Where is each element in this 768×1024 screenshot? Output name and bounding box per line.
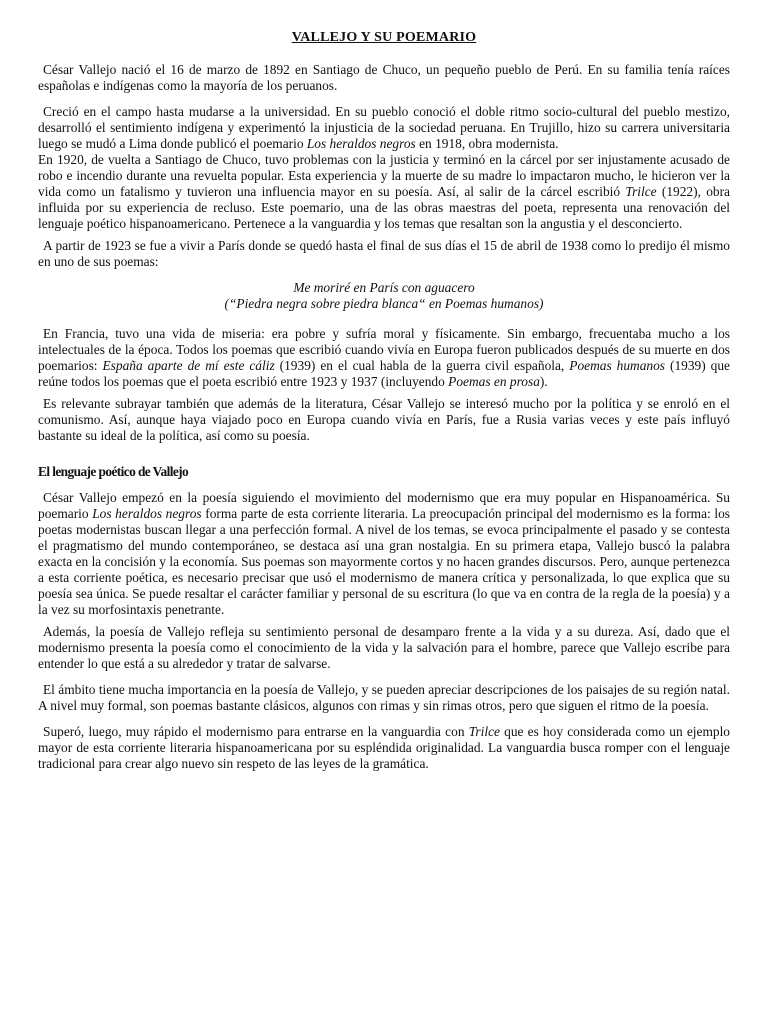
work-title: España aparte de mí este cáliz <box>102 358 275 373</box>
poem-quote-line: Me moriré en París con aguacero <box>293 280 475 295</box>
poem-quote-source: (“Piedra negra sobre piedra blanca“ en Poemas humanos) <box>224 296 544 311</box>
paragraph-prison: En 1920, de vuelta a Santiago de Chuco, tuvo problemas con la justicia y terminó en la cárcel por ser injustamente acusado de robo e incendio durante una revuelta popular. Esta experiencia y la muerte de su madre lo impactaron mucho, le hicieron ver la vida como un fatalismo y tuvieron una influencia mayor en su poesía. Así, al salir de la cárcel escribió Trilce (1922), obra influida por su experiencia de recluso. Este poemario, una de las obras maestras del poeta, representa una renovación del lenguaje poético hispanoamericano. Pertenece a la vanguardia y los temas que resaltan son la angustia y el desconcierto. <box>38 152 731 231</box>
work-title: Trilce <box>468 724 500 739</box>
work-title: Trilce <box>625 184 657 199</box>
work-title: Poemas en prosa <box>448 374 540 389</box>
work-title: Los heraldos negros <box>92 506 202 521</box>
work-title: Los heraldos negros <box>306 136 416 151</box>
document-title: VALLEJO Y SU POEMARIO <box>291 30 477 45</box>
paragraph-modernism: César Vallejo empezó en la poesía siguiendo el movimiento del modernismo que era muy popular en Hispanoamérica. Su poemario Los heraldos negros forma parte de esta corriente literaria. La preocupación principal del modernismo es la forma: los poetas modernistas buscan llegar a una perfección formal. A nivel de los temas, se evoca principalmente el pasado y se contesta el pragmatismo del mundo contemporáneo, se destaca así una gran nostalgia. En su primera etapa, Vallejo buscó la palabra exacta en la concisión y la economía. Sus poemas son mayormente cortos y no hacen grandes discursos. Pero, aunque pertenezca a esta corriente poética, es necesario precisar que usó el modernismo de manera crítica y personalizada, lo que explica que su poesía sea única. Se puede resaltar el carácter familiar y personal de su escritura (lo que va en contra de la regla de la poesía) y a la vez su morfosintaxis penetrante. <box>38 490 731 617</box>
paragraph-despair: Además, la poesía de Vallejo refleja su sentimiento personal de desamparo frente a la vida y a su dureza. Así, dado que el modernismo presenta la poesía como el conocimiento de la vida y la salvación para el hombre, parece que Vallejo escribe para entender lo que está a su alrededor y tratar de salvarse. <box>38 624 730 671</box>
paragraph-paris: A partir de 1923 se fue a vivir a París donde se quedó hasta el final de sus días el 15 de abril de 1938 como lo predijo él mismo en uno de sus poemas: <box>38 238 730 269</box>
paragraph-politics: Es relevante subrayar también que además de la literatura, César Vallejo se interesó mucho por la política y se enroló en el comunismo. Así, aunque haya viajado poco en Europa cuando vivía en París, fue a Rusia varias veces y este país influyó bastante su ideal de la política, así como su poesía. <box>38 396 730 443</box>
paragraph-birth: César Vallejo nació el 16 de marzo de 1892 en Santiago de Chuco, un pequeño pueblo de Perú. En su familia tenía raíces españolas e indígenas como la mayoría de los peruanos. <box>38 62 730 93</box>
paragraph-vanguard: Superó, luego, muy rápido el modernismo para entrarse en la vanguardia con Trilce que es hoy considerada como un ejemplo mayor de esta corriente literaria hispanoamericana por su espléndida originalidad. La vanguardia busca romper con el lenguaje tradicional para crear algo nuevo sin respeto de las leyes de la gramática. <box>38 724 731 771</box>
work-title: Poemas humanos <box>569 358 665 373</box>
section-heading: El lenguaje poético de Vallejo <box>38 464 189 479</box>
paragraph-france: En Francia, tuvo una vida de miseria: era pobre y sufría moral y físicamente. Sin embargo, frecuentaba mucho a los intelectuales de la época. Todos los poemas que escribió cuando vivía en Europa fueron publicados después de su muerte en dos poemarios: España aparte de mí este cáliz (1939) en el cual habla de la guerra civil española, Poemas humanos (1939) que reúne todos los poemas que el poeta escribió entre 1923 y 1937 (incluyendo Poemas en prosa). <box>38 326 730 389</box>
paragraph-landscape: El ámbito tiene mucha importancia en la poesía de Vallejo, y se pueden apreciar descripciones de los paisajes de su región natal. A nivel muy formal, son poemas bastante clásicos, algunos con rimas y sin rimas otros, pero que siguen el ritmo de la poesía. <box>38 682 730 713</box>
paragraph-youth: Creció en el campo hasta mudarse a la universidad. En su pueblo conoció el doble ritmo socio-cultural del pueblo mestizo, desarrolló el sentimiento indígena y experimentó la injusticia de la sociedad peruana. En Trujillo, hizo su carrera universitaria luego se mudó a Lima donde publicó el poemario Los heraldos negros en 1918, obra modernista. <box>38 104 730 151</box>
